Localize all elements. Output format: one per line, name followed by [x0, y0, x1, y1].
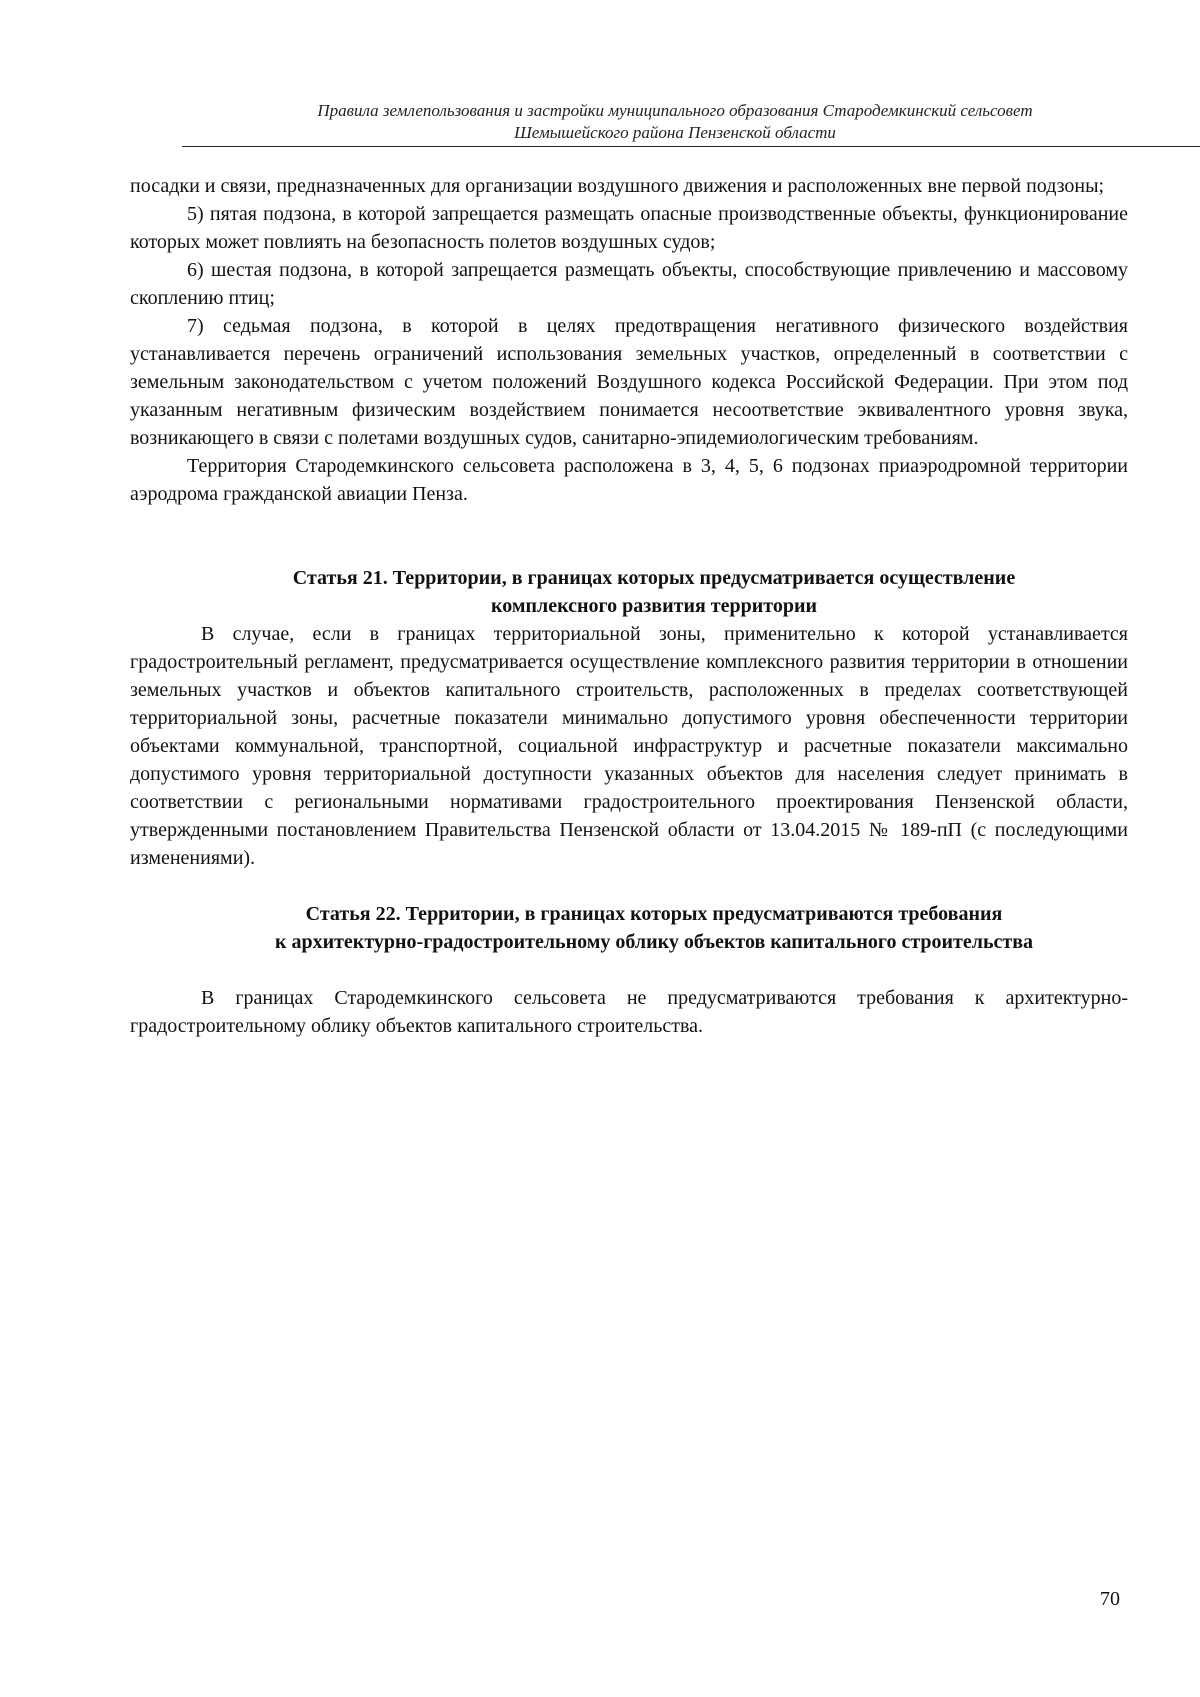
document-body	[130, 172, 1128, 1040]
article-21-text: В случае, если в границах территориальной зоны, применительно к которой устанавливается градостроительный регламент, предусматривается осуществление комплексного развития территории в отношении земельных участков и объектов капитального строительств, расположенных в пределах соответствующей территориальной зоны, расчетные показатели минимально допустимого уровня обеспеченности территории объектами коммунальной, транспортной, социальной инфраструктур и расчетные показатели максимально допустимого уровня территориальной доступности указанных объектов для населения следует принимать в соответствии с региональными нормативами градостроительного проектирования Пензенской области, утвержденными постановлением Правительства Пензенской области от 13.04.2015 № 189-пП (с последующими изменениями).	[130, 623, 1128, 869]
header-divider	[182, 146, 1200, 147]
list-item-subzone-6: 6) шестая подзона, в которой запрещается размещать объекты, способствующие привлечению и массовому скоплению птиц;	[130, 259, 1128, 309]
spacer	[130, 872, 1128, 900]
article-22-text: В границах Стародемкинского сельсовета не предусматриваются требования к архитектурно-градостроительному облику объектов капитального строительства.	[130, 987, 1128, 1037]
paragraph-territory-subzones: Территория Стародемкинского сельсовета расположена в 3, 4, 5, 6 подзонах приаэродромной территории аэродрома гражданской авиации Пенза.	[130, 455, 1128, 505]
spacer	[130, 956, 1128, 984]
article-22-heading	[130, 900, 1128, 956]
spacer	[130, 508, 1128, 564]
list-item-subzone-5: 5) пятая подзона, в которой запрещается размещать опасные производственные объекты, функционирование которых может повлиять на безопасность полетов воздушных судов;	[130, 203, 1128, 253]
article-22-heading-line-1: Статья 22. Территории, в границах которых предусматриваются требования	[305, 903, 1003, 925]
running-header	[150, 100, 1200, 144]
list-item-subzone-7: 7) седьмая подзона, в которой в целях предотвращения негативного физического воздействия устанавливается перечень ограничений использования земельных участков, определенный в соответствии с земельным законодательством с учетом положений Воздушного кодекса Российской Федерации. При этом под указанным негативным физическим воздействием понимается несоответствие эквивалентного уровня звука, возникающего в связи с полетами воздушных судов, санитарно-эпидемиологическим требованиям.	[130, 315, 1128, 449]
article-21-heading-line-1: Статья 21. Территории, в границах которых предусматривается осуществление	[292, 567, 1016, 589]
paragraph-continuation: посадки и связи, предназначенных для организации воздушного движения и расположенных вне первой подзоны;	[130, 175, 1105, 197]
page-number: 70	[1100, 1588, 1120, 1610]
article-21-heading-line-2: комплексного развития территории	[491, 595, 817, 617]
article-21-heading	[130, 564, 1128, 620]
article-22-heading-line-2: к архитектурно-градостроительному облику объектов капитального строительства	[274, 931, 1034, 953]
running-header-line-1: Правила землепользования и застройки муниципального образования Стародемкинский сельсовет	[317, 101, 1033, 120]
running-header-line-2: Шемышейского района Пензенской области	[514, 123, 836, 142]
